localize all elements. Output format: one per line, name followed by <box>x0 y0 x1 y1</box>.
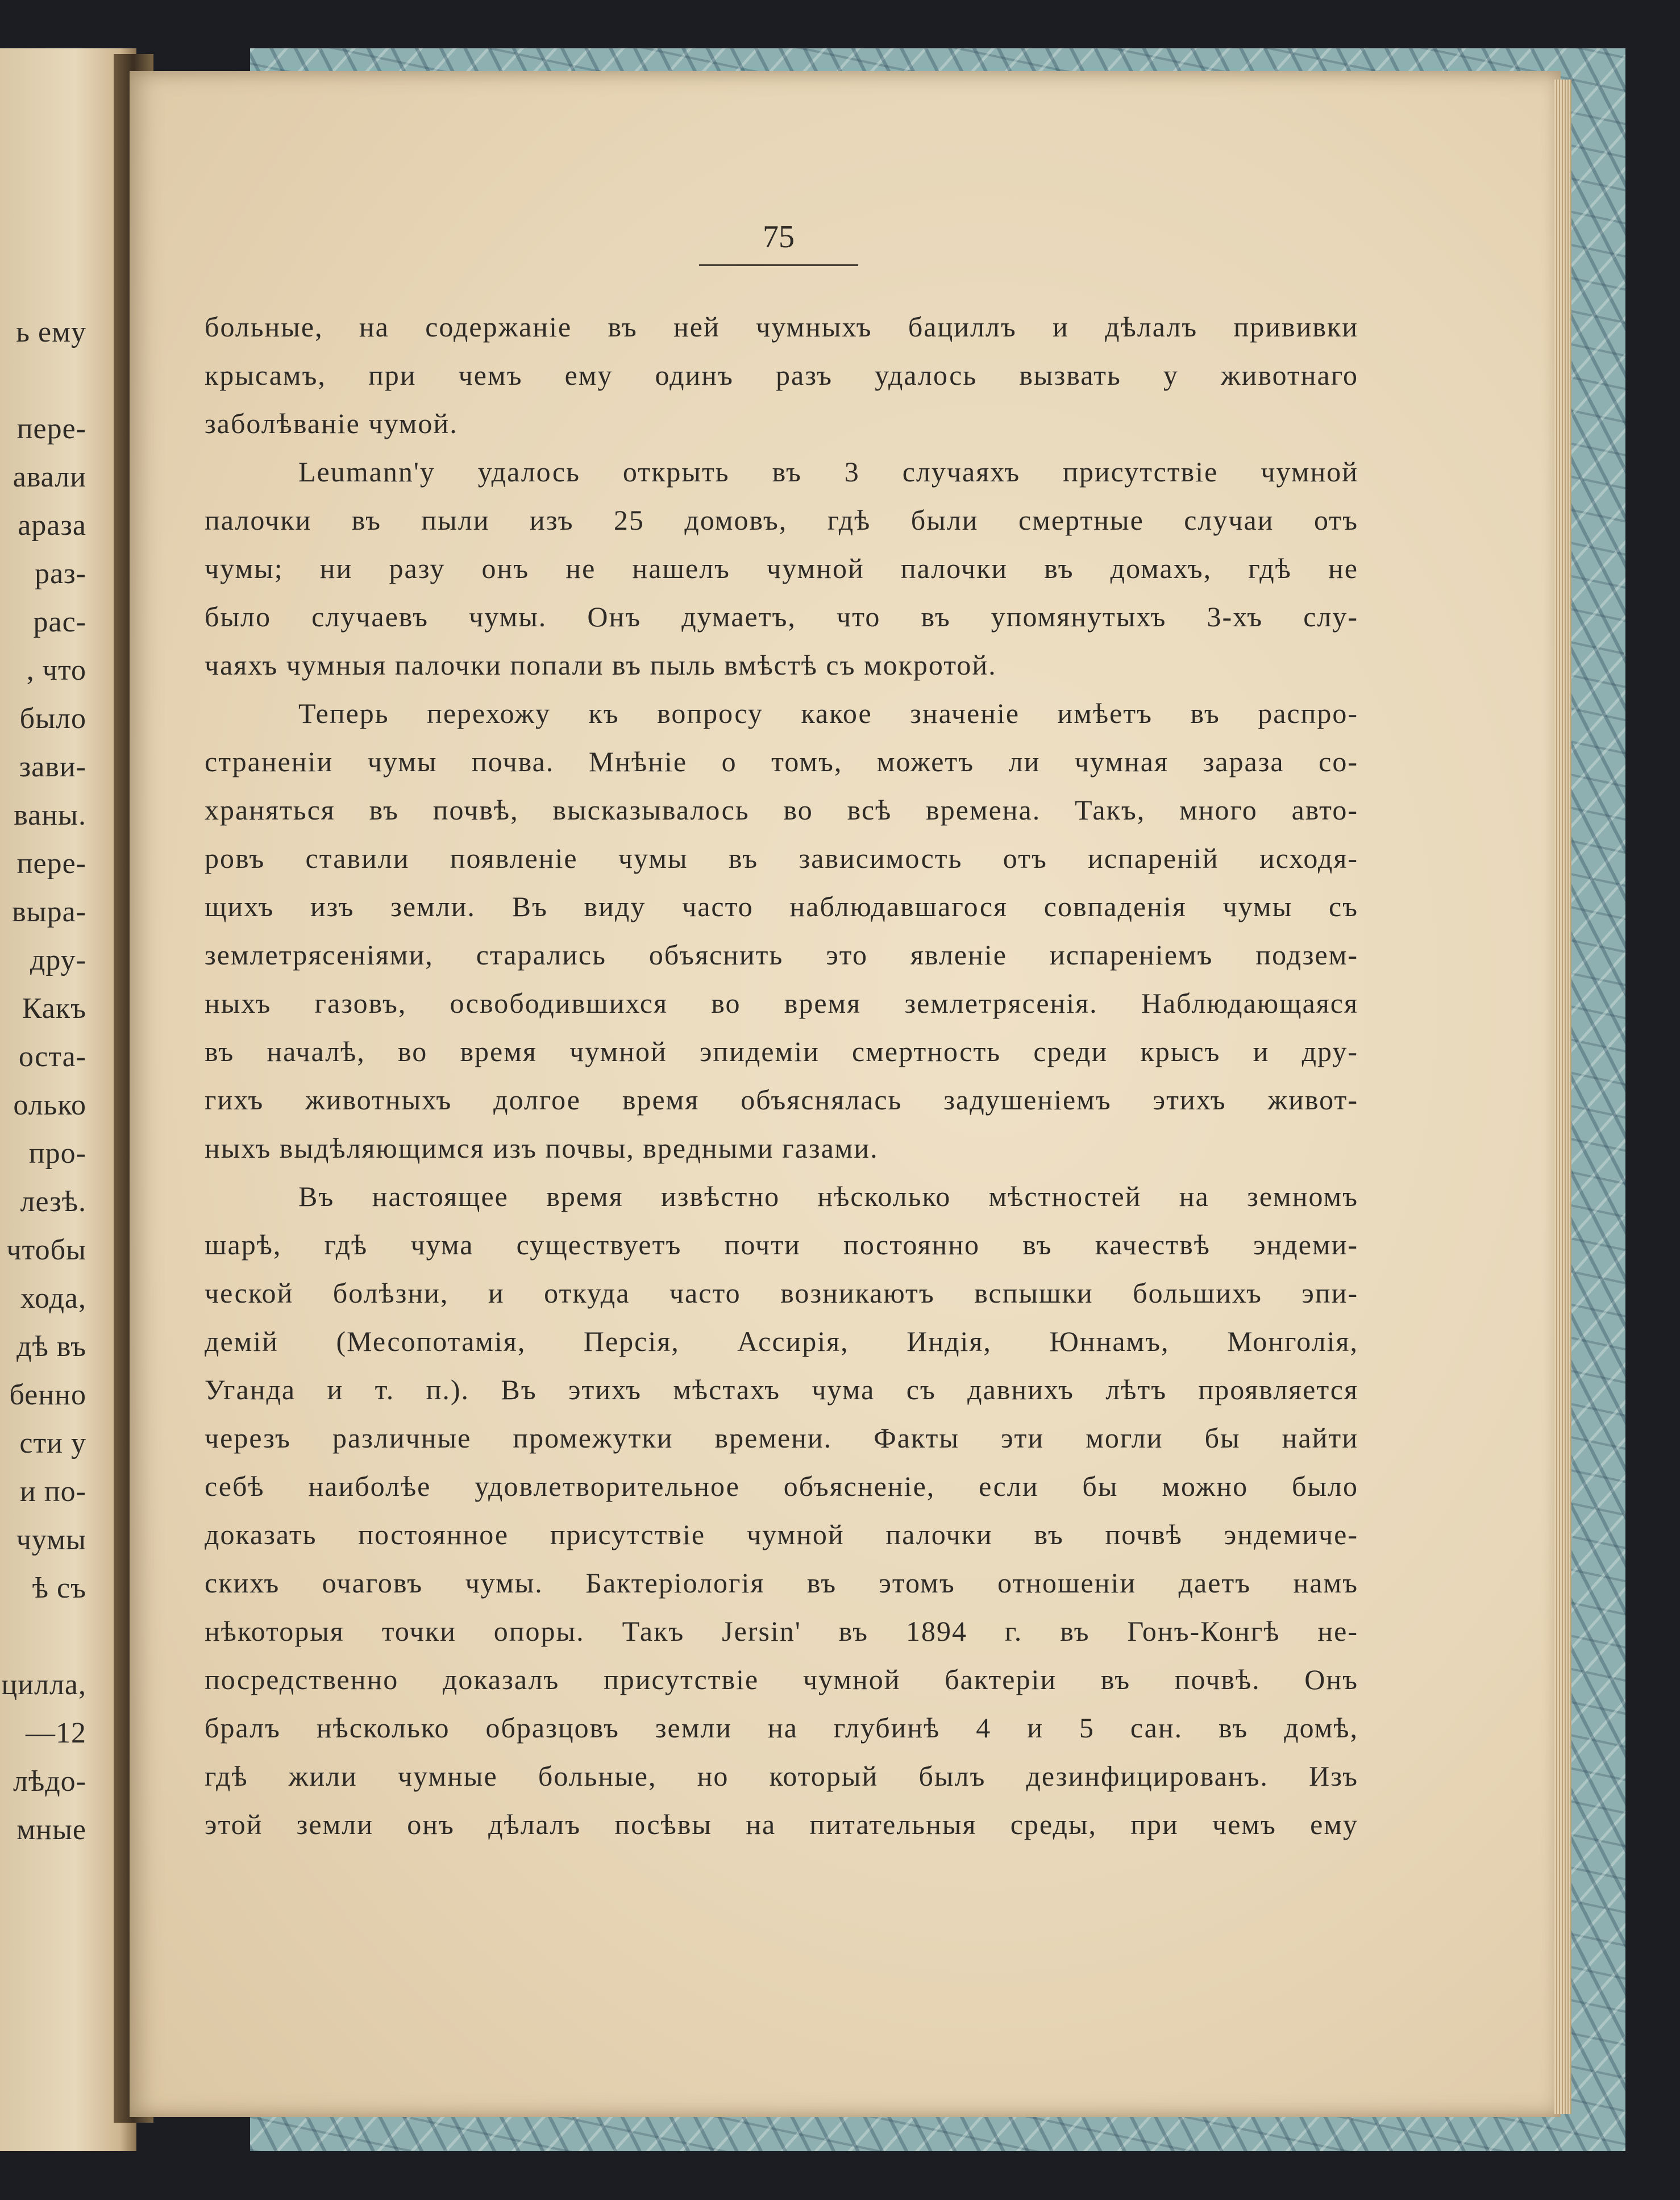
left-fragment: и по- <box>20 1475 86 1508</box>
text-line: Leumann'у удалось открыть въ 3 случаяхъ присутствіе чумной <box>298 456 1358 488</box>
left-fragment: хода, <box>20 1282 86 1315</box>
text-line: ческой болѣзни, и откуда часто возникаютъ вспышки большихъ эпи- <box>205 1277 1358 1309</box>
text-line: въ началѣ, во время чумной эпидеміи смертность среди крысъ и дру- <box>205 1035 1358 1067</box>
left-fragment: ваны. <box>14 799 86 831</box>
left-fragment: зави- <box>19 751 86 783</box>
left-fragment: мные <box>16 1814 86 1846</box>
left-fragment: оста- <box>18 1041 86 1073</box>
text-line: землетрясеніями, старались объяснить это явленіе испареніемъ подзем- <box>205 939 1358 971</box>
left-fragment: Какъ <box>22 992 86 1025</box>
left-fragment: выра- <box>12 896 86 928</box>
text-line: Теперь перехожу къ вопросу какое значеніе имѣетъ въ распро- <box>298 697 1358 729</box>
left-fragment: лезѣ. <box>20 1186 86 1218</box>
left-fragment: пере- <box>16 413 86 445</box>
left-fragment: —12 <box>26 1717 86 1749</box>
left-fragment: бенно <box>9 1379 86 1411</box>
text-line: страненіи чумы почва. Мнѣніе о томъ, можетъ ли чумная зараза со- <box>205 746 1358 777</box>
text-line: храняться въ почвѣ, высказывалось во всѣ времена. Такъ, много авто- <box>205 794 1358 826</box>
text-line: себѣ наиболѣе удовлетворительное объясненіе, если бы можно было <box>205 1470 1358 1502</box>
left-fragment: раз- <box>35 558 86 590</box>
text-line: щихъ изъ земли. Въ виду часто наблюдавшагося совпаденія чумы съ <box>205 891 1358 922</box>
text-line: чаяхъ чумныя палочки попали въ пыль вмѣстѣ съ мокротой. <box>205 649 997 681</box>
text-line: Въ настоящее время извѣстно нѣсколько мѣстностей на земномъ <box>298 1180 1358 1212</box>
text-line: нѣкоторыя точки опоры. Такъ Jersin' въ 1894 г. въ Гонъ-Конгѣ не- <box>205 1615 1358 1647</box>
text-line: шарѣ, гдѣ чума существуетъ почти постоянно въ качествѣ эндеми- <box>205 1229 1358 1261</box>
text-line: черезъ различные промежутки времени. Факты эти могли бы найти <box>205 1422 1358 1454</box>
text-line: палочки въ пыли изъ 25 домовъ, гдѣ были смертные случаи отъ <box>205 504 1358 536</box>
left-fragment: ь ему <box>16 316 86 348</box>
text-line: крысамъ, при чемъ ему одинъ разъ удалось вызвать у животнаго <box>205 359 1358 391</box>
text-line: гихъ животныхъ долгое время объяснялась задушеніемъ этихъ живот- <box>205 1084 1358 1116</box>
page-number-rule <box>699 264 858 266</box>
left-fragment: пере- <box>16 847 86 880</box>
page-number: 75 <box>763 219 795 255</box>
text-line: заболѣваніе чумой. <box>205 407 458 439</box>
text-line: чумы; ни разу онъ не нашелъ чумной палочки въ домахъ, гдѣ не <box>205 552 1358 584</box>
left-fragment: чумы <box>16 1524 86 1556</box>
text-line: Уганда и т. п.). Въ этихъ мѣстахъ чума съ давнихъ лѣтъ проявляется <box>205 1374 1358 1405</box>
left-fragment: сти у <box>19 1427 86 1459</box>
text-line: ныхъ газовъ, освободившихся во время землетрясенія. Наблюдающаяся <box>205 987 1358 1019</box>
left-fragment: авали <box>13 461 86 493</box>
left-fragment: лѣдо- <box>13 1765 86 1798</box>
left-fragment: дѣ въ <box>16 1330 86 1363</box>
text-line: больные, на содержаніе въ ней чумныхъ бациллъ и дѣлалъ прививки <box>205 311 1358 343</box>
text-line: доказать постоянное присутствіе чумной палочки въ почвѣ эндемиче- <box>205 1519 1358 1550</box>
left-fragment: цилла, <box>1 1669 86 1701</box>
text-line: ныхъ выдѣляющимся изъ почвы, вредными газами. <box>205 1132 879 1164</box>
left-fragment: рас- <box>33 606 86 638</box>
text-line: посредственно доказалъ присутствіе чумной бактеріи въ почвѣ. Онъ <box>205 1663 1358 1695</box>
left-fragment: дру- <box>30 944 86 976</box>
left-fragment: чтобы <box>6 1234 86 1266</box>
text-line: гдѣ жили чумные больные, но который былъ дезинфицированъ. Изъ <box>205 1760 1358 1792</box>
left-fragment: ѣ съ <box>32 1572 86 1604</box>
left-fragment: было <box>19 702 86 735</box>
left-fragment: , что <box>26 654 86 687</box>
text-line: этой земли онъ дѣлалъ посѣвы на питательныя среды, при чемъ ему <box>205 1808 1358 1840</box>
left-fragment: олько <box>13 1089 86 1121</box>
text-line: демій (Месопотамія, Персія, Ассирія, Индія, Юннамъ, Монголія, <box>205 1325 1358 1357</box>
text-line: скихъ очаговъ чумы. Бактеріологія въ этомъ отношеніи даетъ намъ <box>205 1567 1358 1599</box>
text-line: ровъ ставили появленіе чумы въ зависимость отъ испареній исходя- <box>205 842 1358 874</box>
page-edges <box>1554 80 1571 2114</box>
left-fragment: араза <box>18 509 86 542</box>
left-fragment: про- <box>28 1137 86 1170</box>
text-line: бралъ нѣсколько образцовъ земли на глубинѣ 4 и 5 сан. въ домѣ, <box>205 1712 1358 1744</box>
text-line: было случаевъ чумы. Онъ думаетъ, что въ упомянутыхъ 3-хъ слу- <box>205 601 1358 633</box>
